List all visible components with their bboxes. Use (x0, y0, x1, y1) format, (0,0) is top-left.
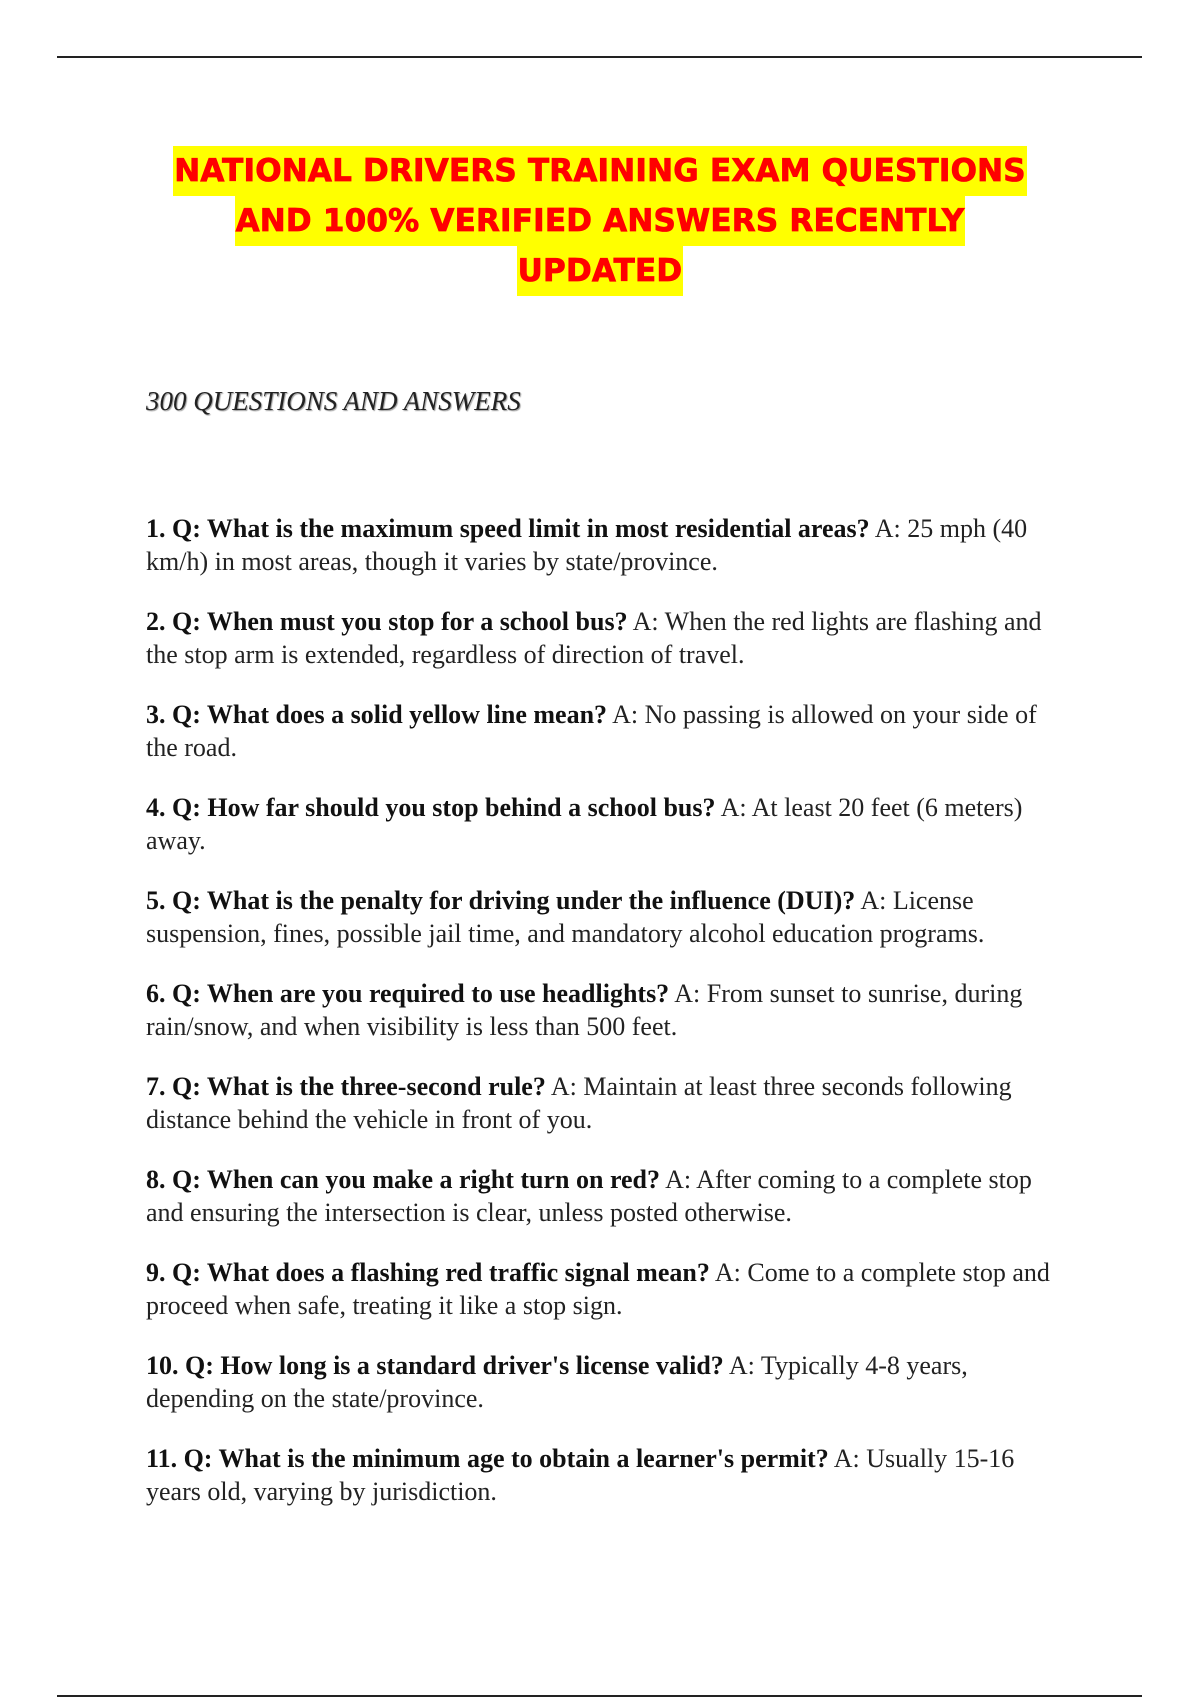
qa-item (146, 1070, 1066, 1136)
document-title (100, 146, 1100, 296)
answer-text: A: Typically 4-8 years, depending on the state/province. (146, 1351, 968, 1413)
question-text: 11. Q: What is the minimum age to obtain a learner's permit? (146, 1444, 829, 1473)
question-text: 9. Q: What does a flashing red traffic signal mean? (146, 1258, 710, 1287)
qa-item (146, 1163, 1066, 1229)
title-line-text: NATIONAL DRIVERS TRAINING EXAM QUESTIONS (173, 146, 1027, 196)
answer-text: A: Maintain at least three seconds following distance behind the vehicle in front of you. (146, 1072, 1012, 1134)
answer-text: A: When the red lights are flashing and the stop arm is extended, regardless of direction of travel. (146, 607, 1042, 669)
answer-text: A: Usually 15-16 years old, varying by jurisdiction. (146, 1444, 1015, 1506)
qa-item (146, 791, 1066, 857)
title-line (100, 246, 1100, 296)
question-text: 5. Q: What is the penalty for driving under the influence (DUI)? (146, 886, 856, 915)
answer-text: A: From sunset to sunrise, during rain/snow, and when visibility is less than 500 feet. (146, 979, 1023, 1041)
question-text: 4. Q: How far should you stop behind a school bus? (146, 793, 716, 822)
question-text: 6. Q: When are you required to use headlights? (146, 979, 670, 1008)
document-subtitle: 300 QUESTIONS AND ANSWERS (146, 386, 521, 416)
answer-text: A: No passing is allowed on your side of the road. (146, 700, 1037, 762)
qa-item (146, 1442, 1066, 1508)
question-text: 3. Q: What does a solid yellow line mean? (146, 700, 608, 729)
question-text: 2. Q: When must you stop for a school bus? (146, 607, 628, 636)
qa-item (146, 512, 1066, 578)
answer-text: A: 25 mph (40 km/h) in most areas, though it varies by state/province. (146, 514, 1028, 576)
question-text: 7. Q: What is the three-second rule? (146, 1072, 546, 1101)
qa-item (146, 605, 1066, 671)
answer-text: A: At least 20 feet (6 meters) away. (146, 793, 1023, 855)
title-line (100, 146, 1100, 196)
answer-text: A: Come to a complete stop and proceed when safe, treating it like a stop sign. (146, 1258, 1050, 1320)
title-line-text: AND 100% VERIFIED ANSWERS RECENTLY (235, 196, 966, 246)
qa-item (146, 698, 1066, 764)
qa-item (146, 977, 1066, 1043)
qa-item (146, 1349, 1066, 1415)
qa-item (146, 1256, 1066, 1322)
title-line-text: UPDATED (517, 246, 684, 296)
top-divider (57, 56, 1142, 58)
question-text: 10. Q: How long is a standard driver's license valid? (146, 1351, 724, 1380)
answer-text: A: After coming to a complete stop and ensuring the intersection is clear, unless posted otherwise. (146, 1165, 1032, 1227)
question-text: 8. Q: When can you make a right turn on red? (146, 1165, 661, 1194)
question-text: 1. Q: What is the maximum speed limit in most residential areas? (146, 514, 870, 543)
bottom-divider (57, 1695, 1142, 1697)
title-line (100, 196, 1100, 246)
qa-list (146, 512, 1066, 1535)
answer-text: A: License suspension, fines, possible jail time, and mandatory alcohol education programs. (146, 886, 985, 948)
qa-item (146, 884, 1066, 950)
